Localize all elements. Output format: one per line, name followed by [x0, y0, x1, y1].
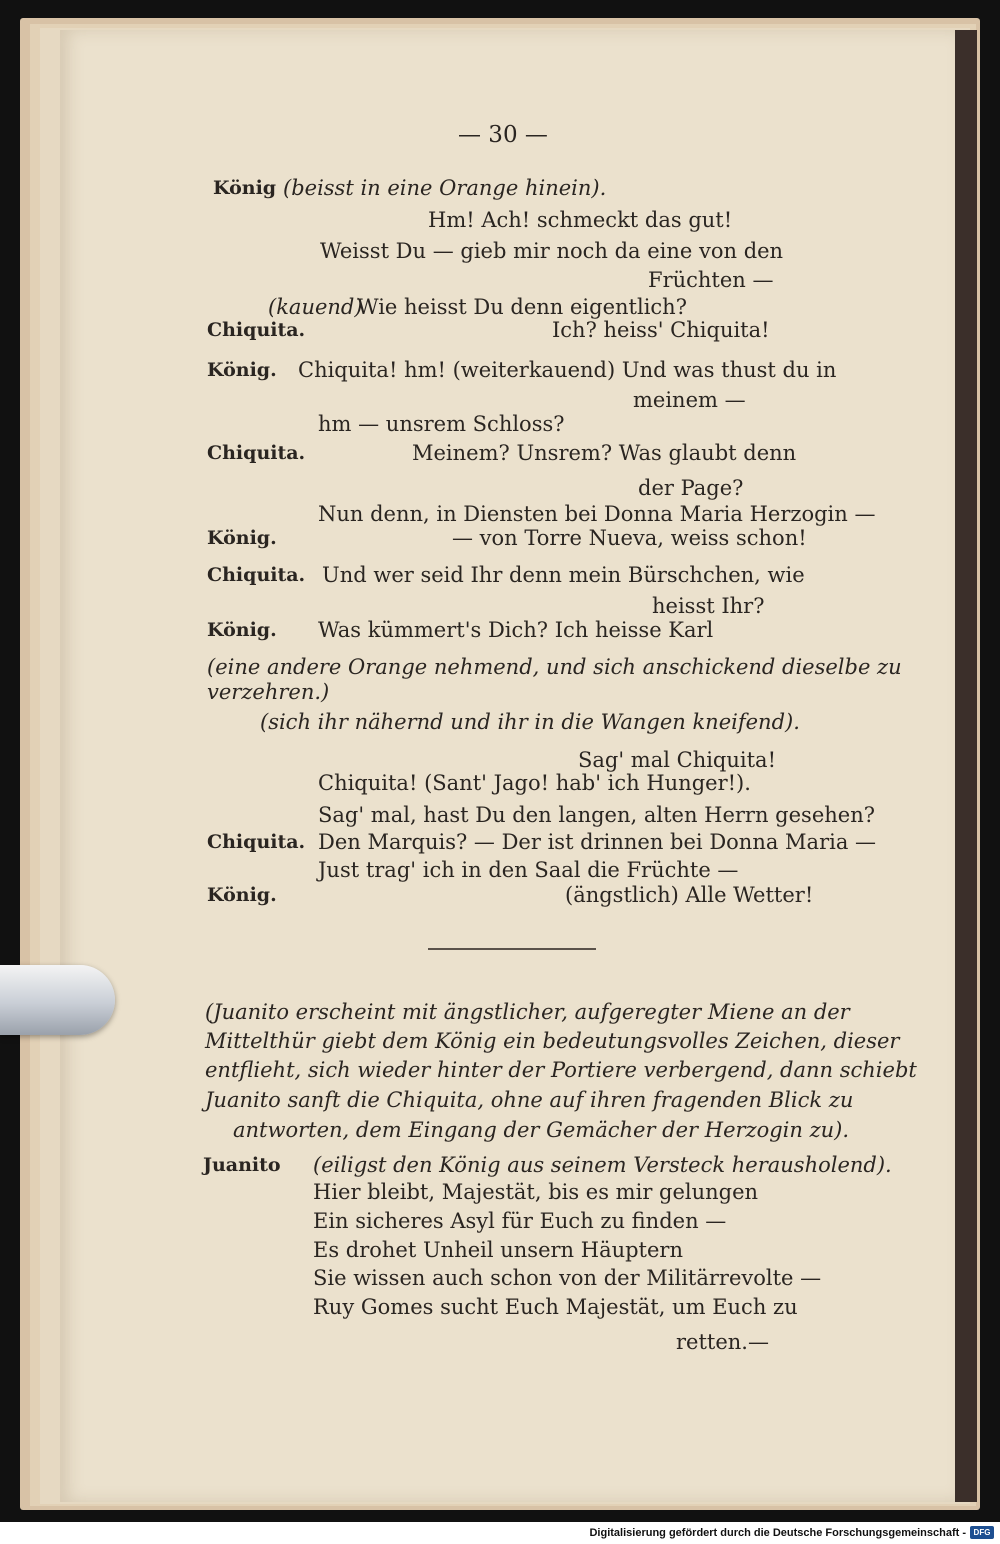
dialogue-line: Hier bleibt, Majestät, bis es mir gelungen: [313, 1180, 759, 1204]
stage-direction-line: Juanito sanft die Chiquita, ohne auf ihren fragenden Blick zu: [205, 1088, 854, 1112]
page-tab-marker: [0, 965, 115, 1035]
stage-direction-line: entflieht, sich wieder hinter der Portiere verbergend, dann schiebt: [205, 1058, 917, 1082]
dialogue-line: — von Torre Nueva, weiss schon!: [452, 526, 807, 550]
dialogue-line: Just trag' ich in den Saal die Früchte —: [318, 858, 739, 882]
stage-direction-line: (Juanito erscheint mit ängstlicher, aufgeregter Miene an der: [205, 1000, 850, 1024]
speaker-name: Chiquita.: [207, 319, 306, 341]
speaker-name: König.: [207, 884, 277, 906]
dialogue-line: meinem —: [633, 388, 746, 412]
dialogue-line: retten.—: [676, 1330, 769, 1354]
dialogue-line: heisst Ihr?: [652, 594, 765, 618]
stage-direction-line: (eiligst den König aus seinem Versteck herausholend).: [313, 1153, 892, 1177]
dialogue-line: (ängstlich) Alle Wetter!: [565, 883, 814, 907]
dialogue-line: Chiquita! (Sant' Jago! hab' ich Hunger!).: [318, 771, 751, 795]
dialogue-line: Chiquita! hm! (weiterkauend) Und was thust du in: [298, 358, 837, 382]
dialogue-line: Was kümmert's Dich? Ich heisse Karl: [318, 618, 714, 642]
dialogue-line: Es drohet Unheil unsern Häuptern: [313, 1238, 683, 1262]
speaker-name: König.: [207, 359, 277, 381]
stage-direction-line: (sich ihr nähernd und ihr in die Wangen kneifend).: [260, 710, 800, 734]
stage-direction-line: (eine andere Orange nehmend, und sich anschickend dieselbe zu: [207, 655, 902, 679]
dialogue-line: Wie heisst Du denn eigentlich?: [357, 295, 687, 319]
dialogue-line: Meinem? Unsrem? Was glaubt denn: [412, 441, 797, 465]
speaker-name: Chiquita.: [207, 564, 306, 586]
speaker-name: Juanito: [203, 1154, 281, 1176]
stage-direction: (kauend): [268, 295, 363, 319]
dialogue-line: Sie wissen auch schon von der Militärrevolte —: [313, 1266, 822, 1290]
speaker-name: König.: [207, 619, 277, 641]
dfg-logo-icon: DFG: [970, 1526, 994, 1539]
dialogue-line: Hm! Ach! schmeckt das gut!: [428, 208, 733, 232]
dialogue-line: hm — unsrem Schloss?: [318, 412, 565, 436]
speaker-name: König: [213, 177, 277, 199]
dialogue-line: Und wer seid Ihr denn mein Bürschchen, wie: [322, 563, 805, 587]
speaker-name: Chiquita.: [207, 442, 306, 464]
stage-direction-line: (beisst in eine Orange hinein).: [283, 176, 607, 200]
dialogue-line: Sag' mal, hast Du den langen, alten Herrn gesehen?: [318, 803, 875, 827]
page-number: — 30 —: [458, 122, 548, 148]
book-spine-edge: [955, 30, 977, 1502]
dialogue-line: Sag' mal Chiquita!: [578, 748, 777, 772]
stage-direction-line: Mittelthür giebt dem König ein bedeutungsvolles Zeichen, dieser: [205, 1029, 900, 1053]
footer-text: Digitalisierung gefördert durch die Deutsche Forschungsgemeinschaft -: [589, 1527, 966, 1539]
footer-bar: [0, 1522, 1000, 1544]
dialogue-line: Früchten —: [648, 268, 774, 292]
stage-direction-line: verzehren.): [207, 680, 330, 704]
dialogue-line: Nun denn, in Diensten bei Donna Maria Herzogin —: [318, 502, 876, 526]
speaker-name: Chiquita.: [207, 831, 306, 853]
dialogue-line: Ruy Gomes sucht Euch Majestät, um Euch zu: [313, 1295, 798, 1319]
speaker-name: König.: [207, 527, 277, 549]
section-divider: [428, 948, 596, 950]
dialogue-line: Ein sicheres Asyl für Euch zu finden —: [313, 1209, 727, 1233]
dialogue-line: Ich? heiss' Chiquita!: [552, 318, 770, 342]
stage-direction-line: antworten, dem Eingang der Gemächer der Herzogin zu).: [233, 1118, 850, 1142]
dialogue-line: Weisst Du — gieb mir noch da eine von den: [320, 239, 784, 263]
dialogue-line: Den Marquis? — Der ist drinnen bei Donna Maria —: [318, 830, 877, 854]
dialogue-line: der Page?: [638, 476, 744, 500]
